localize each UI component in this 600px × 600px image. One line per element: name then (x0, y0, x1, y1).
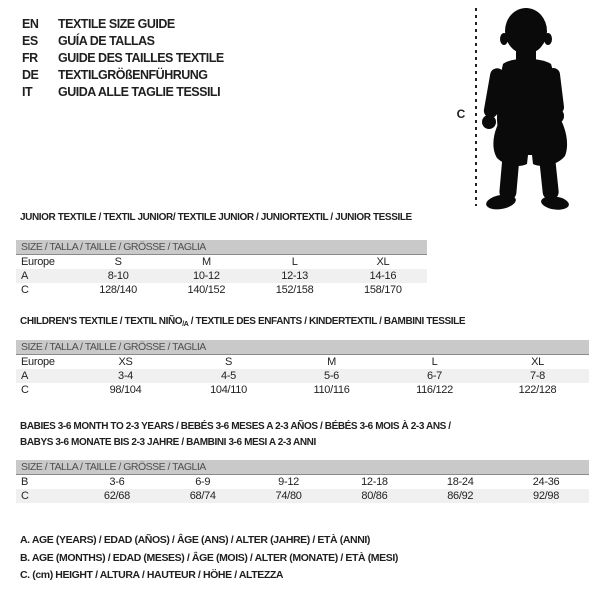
note-age-months: B. AGE (MONTHS) / EDAD (MESES) / ÂGE (MOIS) / ALTER (MONATE) / ETÀ (MESI) (20, 551, 398, 564)
table-cell: 12-18 (361, 476, 388, 488)
title-text: CHILDREN'S TEXTILE / TEXTIL NIÑO (20, 316, 183, 327)
language-code: EN (22, 16, 39, 31)
table-row (16, 383, 589, 397)
row-label: A (21, 270, 29, 282)
note-height-cm: C. (cm) HEIGHT / ALTURA / HAUTEUR / HÖHE / ALTEZZA (20, 569, 284, 581)
table-row (16, 269, 427, 283)
table-cell: 80/86 (361, 490, 388, 502)
table-row (16, 283, 427, 297)
row-label: B (21, 476, 29, 488)
table-cell: 116/122 (416, 384, 453, 396)
table-cell: 4-5 (221, 370, 236, 382)
table-cell: XL (531, 356, 544, 368)
junior-size-header-bar: SIZE / TALLA / TAILLE / GRÖSSE / TAGLIA (16, 240, 427, 255)
table-cell: S (224, 356, 233, 368)
language-label: GUIDE DES TAILLES TEXTILE (58, 50, 224, 65)
children-table-title (20, 314, 465, 333)
table-cell: 9-12 (278, 476, 299, 488)
row-label: Europe (21, 356, 55, 368)
list-item (22, 32, 224, 49)
table-cell: 6-9 (195, 476, 211, 488)
table-cell: 86/92 (447, 490, 474, 502)
table-cell: 62/68 (103, 490, 130, 502)
table-cell: 3-4 (118, 370, 133, 382)
baby-silhouette-image (481, 6, 577, 211)
height-measure-dashed-line (475, 8, 477, 206)
table-cell: 7-8 (530, 370, 545, 382)
junior-table-title: JUNIOR TEXTILE / TEXTIL JUNIOR/ TEXTILE JUNIOR / JUNIORTEXTIL / JUNIOR TESSILE (20, 212, 412, 223)
language-code: DE (22, 67, 39, 82)
babies-table-title (20, 419, 451, 451)
table-cell: 68/74 (189, 490, 216, 502)
table-cell: L (431, 356, 438, 368)
table-cell: XL (376, 256, 390, 268)
table-cell: M (327, 356, 336, 368)
table-cell: 152/158 (275, 284, 314, 296)
row-label: C (21, 490, 29, 502)
note-age-years: A. AGE (YEARS) / EDAD (AÑOS) / ÂGE (ANS) / ALTER (JAHRE) / ETÀ (ANNI) (20, 534, 371, 546)
junior-table (16, 255, 427, 297)
table-cell: 6-7 (427, 370, 442, 382)
table-cell: XS (118, 356, 133, 368)
table-cell: 3-6 (109, 476, 125, 488)
table-cell: 10-12 (193, 270, 220, 282)
language-label: GUIDA ALLE TAGLIE TESSILI (58, 84, 221, 99)
language-label: TEXTILGRÖßENFÜHRUNG (58, 67, 208, 82)
table-cell: 158/170 (364, 284, 402, 296)
table-cell: 14-16 (369, 270, 397, 282)
table-row (16, 369, 589, 383)
table-cell: 8-10 (107, 270, 129, 282)
table-cell: 128/140 (99, 284, 137, 296)
table-row (16, 475, 589, 489)
list-item (22, 83, 224, 100)
title-subscript: /A (182, 321, 189, 328)
table-cell: 122/128 (518, 384, 557, 396)
language-label: TEXTILE SIZE GUIDE (58, 16, 175, 31)
language-code: IT (22, 84, 33, 99)
table-cell: 92/98 (533, 490, 560, 502)
table-cell: L (291, 256, 298, 268)
table-cell: M (201, 256, 211, 268)
table-cell: 12-13 (281, 270, 308, 282)
language-code: ES (22, 33, 38, 48)
table-row (16, 255, 427, 269)
table-cell: 98/104 (109, 384, 142, 396)
table-cell: 5-6 (324, 370, 339, 382)
row-label: Europe (21, 256, 55, 268)
table-cell: 104/110 (210, 384, 247, 396)
table-row (16, 355, 589, 369)
table-cell: 74/80 (275, 490, 302, 502)
title-line: BABYS 3-6 MONATE BIS 2-3 JAHRE / BAMBINI 3-6 MESI A 2-3 ANNI (20, 437, 316, 448)
language-list (22, 15, 224, 100)
table-row (16, 489, 589, 503)
table-cell: S (114, 256, 122, 268)
title-line: BABIES 3-6 MONTH TO 2-3 YEARS / BEBÉS 3-6 MESES A 2-3 AÑOS / BÉBÉS 3-6 MOIS À 2-3 ANS / (20, 421, 451, 432)
list-item (22, 66, 224, 83)
row-label: C (21, 384, 29, 396)
table-cell: 18-24 (446, 476, 474, 488)
table-cell: 110/116 (313, 384, 350, 396)
list-item (22, 15, 224, 32)
language-label: GUÍA DE TALLAS (58, 33, 155, 48)
table-cell: 140/152 (187, 284, 226, 296)
legend-notes (20, 534, 398, 587)
title-text: / TEXTILE DES ENFANTS / KINDERTEXTIL / BAMBINI TESSILE (188, 316, 466, 327)
height-measure-label: C (456, 107, 466, 121)
row-label: C (21, 284, 29, 296)
language-code: FR (22, 50, 38, 65)
children-size-header-bar: SIZE / TALLA / TAILLE / GRÖSSE / TAGLIA (16, 340, 589, 355)
babies-table (16, 475, 589, 503)
table-cell: 24-36 (532, 476, 560, 488)
list-item (22, 49, 224, 66)
row-label: A (21, 370, 29, 382)
babies-size-header-bar: SIZE / TALLA / TAILLE / GRÖSSE / TAGLIA (16, 460, 589, 475)
children-table (16, 355, 589, 397)
